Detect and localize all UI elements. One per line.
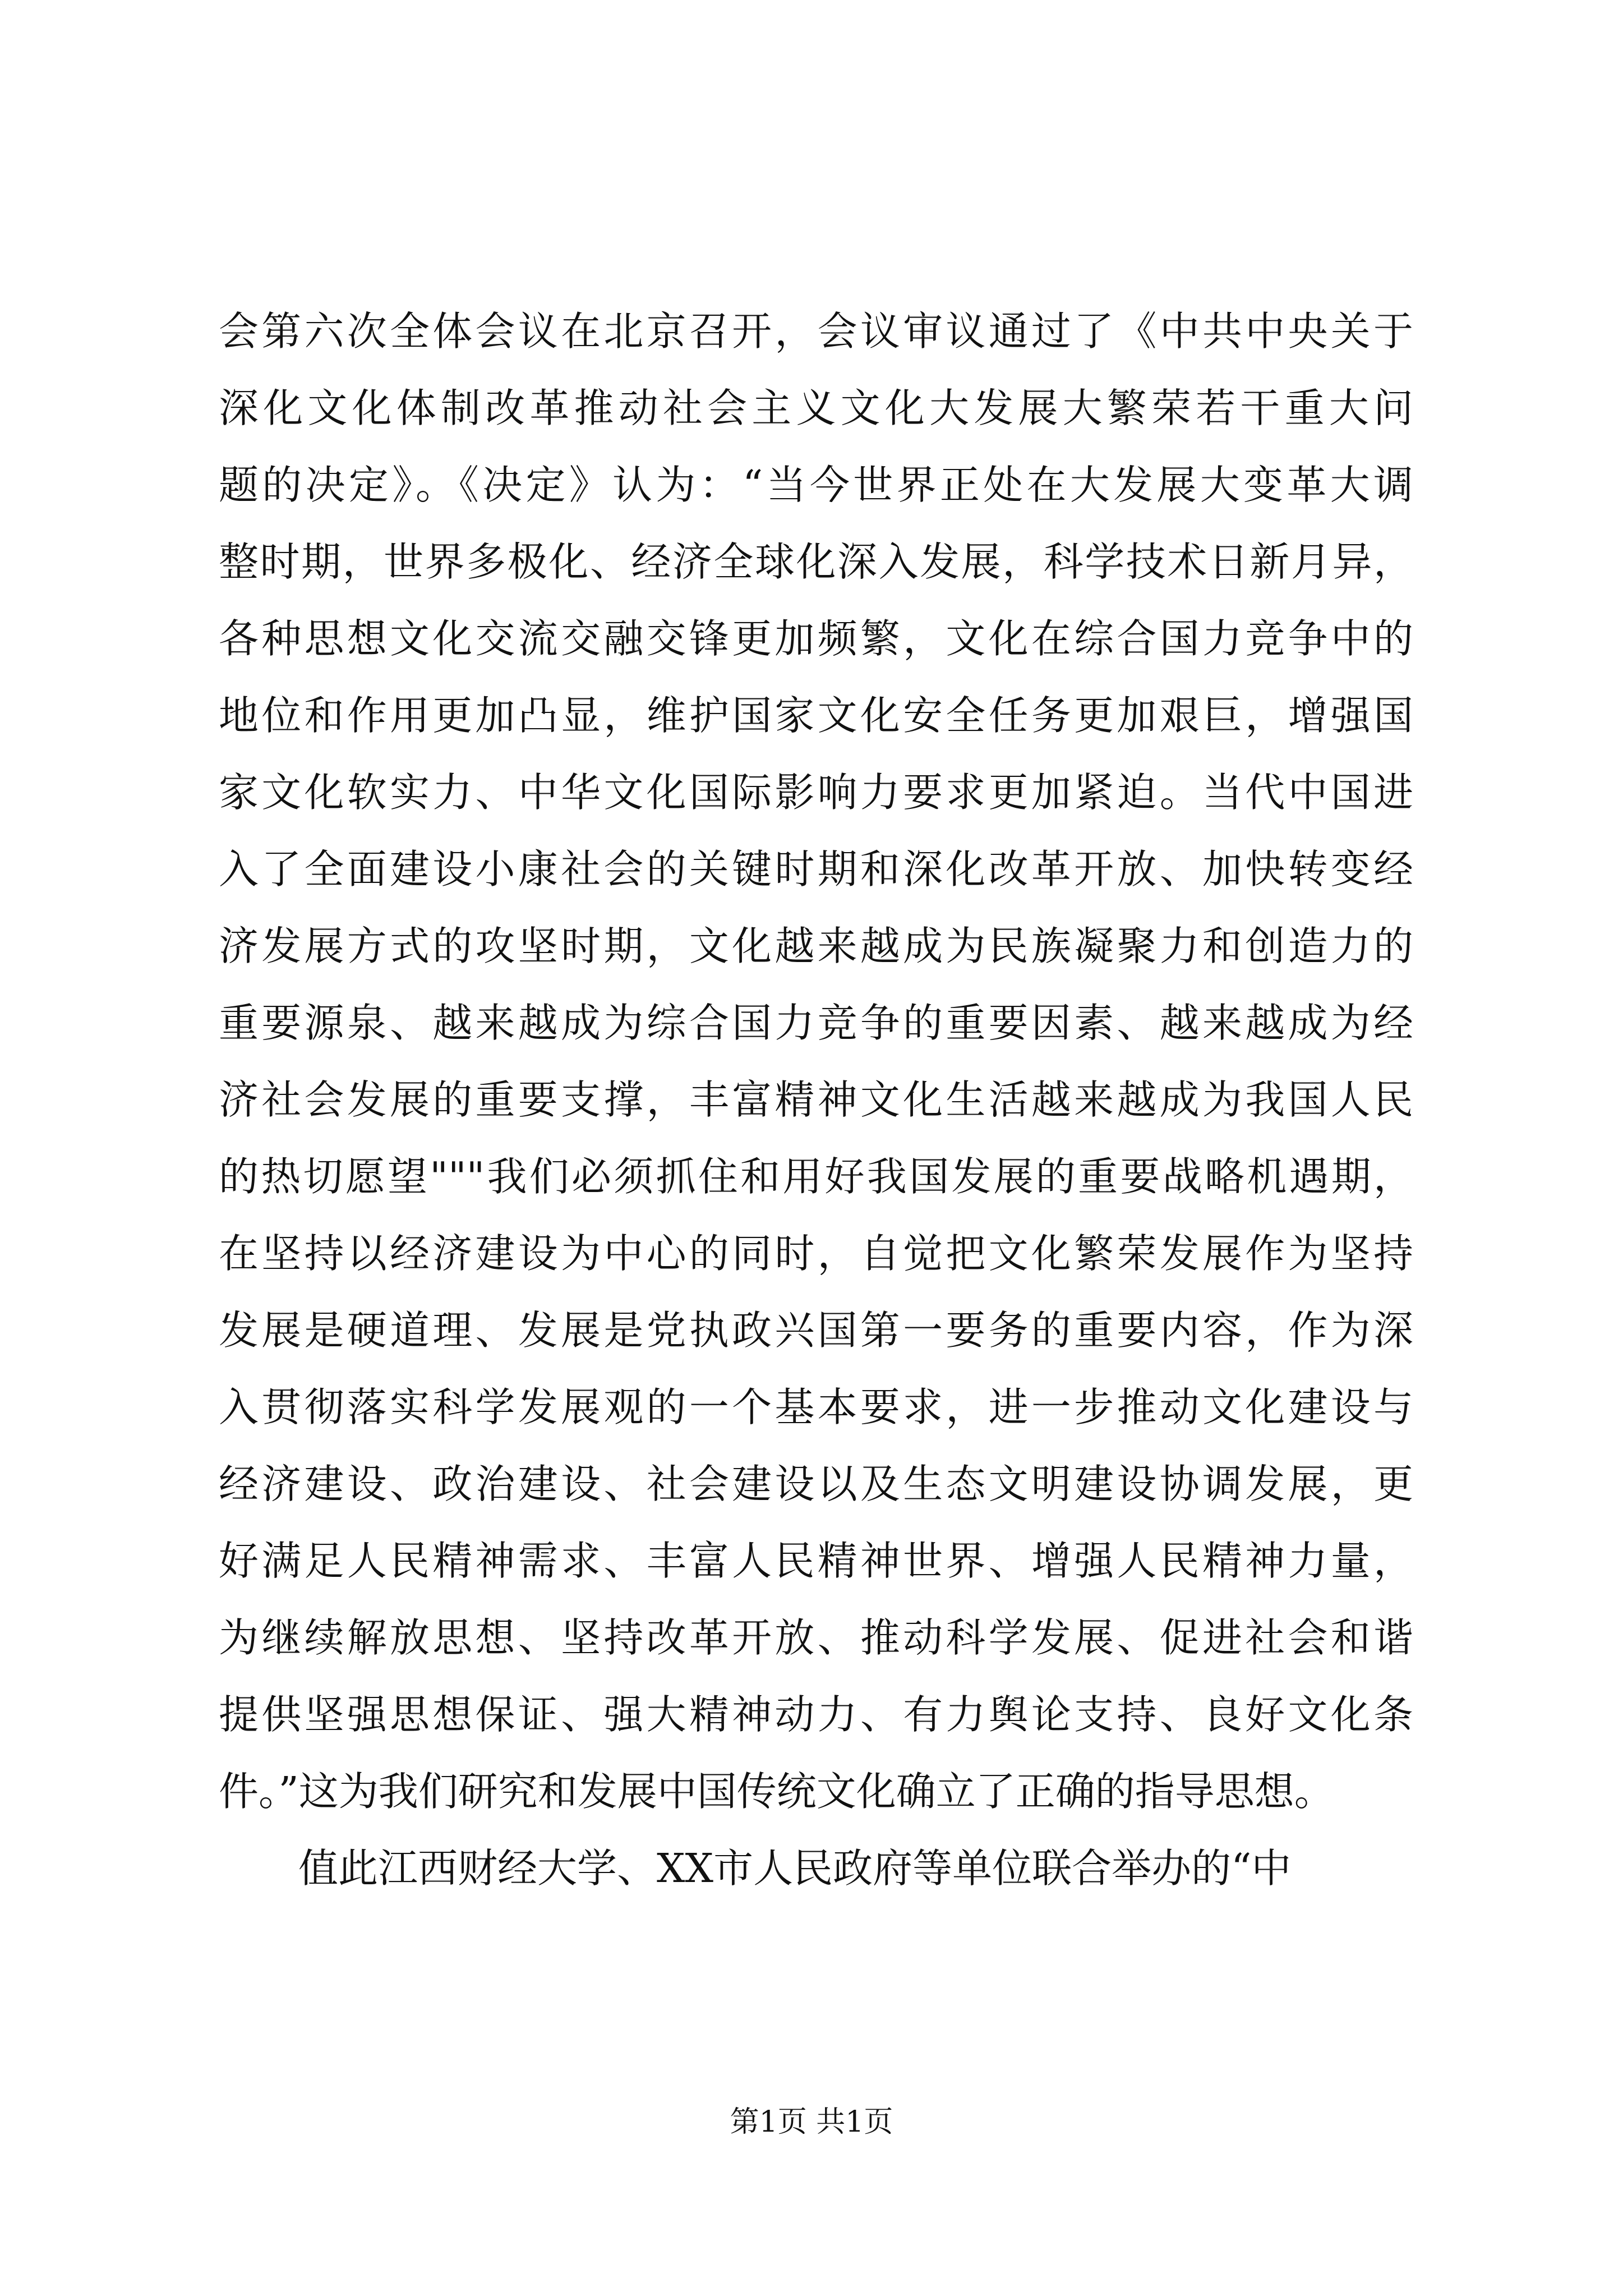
text-line: 经济建设、政治建设、社会建设以及生态文明建设协调发展，更 [219,1461,1413,1507]
document-body [219,293,1413,1907]
paragraph-2 [219,1830,1413,1907]
text-line: 好满足人民精神需求、丰富人民精神世界、增强人民精神力量， [219,1538,1413,1584]
text-line: 家文化软实力、中华文化国际影响力要求更加紧迫。当代中国进 [219,769,1413,816]
text-line: 的热切愿望"""我们必须抓住和用好我国发展的重要战略机遇期， [219,1153,1413,1200]
text-line: 整时期，世界多极化、经济全球化深入发展，科学技术日新月异， [219,539,1413,585]
paragraph-1 [219,293,1413,1830]
text-line: 济发展方式的攻坚时期，文化越来越成为民族凝聚力和创造力的 [219,923,1413,969]
page-footer [0,2102,1623,2142]
text-line: 在坚持以经济建设为中心的同时，自觉把文化繁荣发展作为坚持 [219,1230,1413,1277]
text-line: 入贯彻落实科学发展观的一个基本要求，进一步推动文化建设与 [219,1384,1413,1430]
text-line: 重要源泉、越来越成为综合国力竞争的重要因素、越来越成为经 [219,1000,1413,1046]
text-line: 值此江西财经大学、XX市人民政府等单位联合举办的“中 [298,1845,1292,1892]
text-line: 各种思想文化交流交融交锋更加频繁，文化在综合国力竞争中的 [219,615,1413,662]
text-line: 济社会发展的重要支撑，丰富精神文化生活越来越成为我国人民 [219,1076,1413,1123]
text-line: 为继续解放思想、坚持改革开放、推动科学发展、促进社会和谐 [219,1614,1413,1661]
text-line: 提供坚强思想保证、强大精神动力、有力舆论支持、良好文化条 [219,1691,1413,1738]
text-line: 深化文化体制改革推动社会主义文化大发展大繁荣若干重大问 [219,385,1413,431]
text-line: 件。”这为我们研究和发展中国传统文化确立了正确的指导思想。 [219,1768,1334,1815]
text-line: 入了全面建设小康社会的关键时期和深化改革开放、加快转变经 [219,846,1413,892]
text-line: 题的决定》。《决定》认为：“当今世界正处在大发展大变革大调 [219,462,1413,508]
page-number-label: 第1页 共1页 [730,2105,893,2139]
text-line: 会第六次全体会议在北京召开，会议审议通过了《中共中央关于 [219,308,1413,355]
text-line: 发展是硬道理、发展是党执政兴国第一要务的重要内容，作为深 [219,1307,1413,1354]
text-line: 地位和作用更加凸显，维护国家文化安全任务更加艰巨，增强国 [219,692,1413,739]
